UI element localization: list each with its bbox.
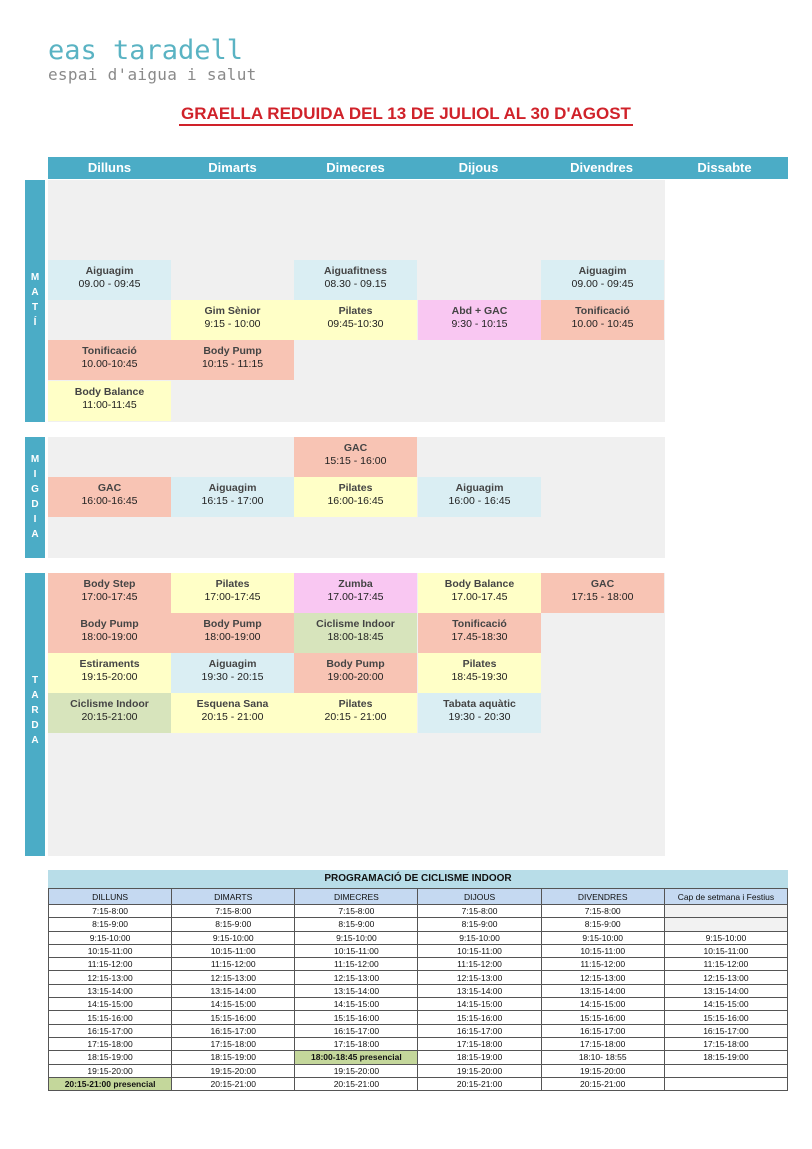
cycling-time-cell <box>664 1064 787 1077</box>
cycling-time-cell: 12:15-13:00 <box>172 971 295 984</box>
logo-name: eas taradell <box>48 35 244 66</box>
table-row <box>49 1037 788 1050</box>
class-name: GAC <box>590 578 615 590</box>
cycling-time-cell: 7:15-8:00 <box>541 905 664 918</box>
class-cell <box>171 573 294 613</box>
class-name: Pilates <box>338 305 373 317</box>
cycling-time-cell: 13:15-14:00 <box>664 984 787 997</box>
class-time: 9:15 - 10:00 <box>204 318 261 330</box>
cycling-time-cell: 20:15-21:00 <box>418 1077 541 1090</box>
cycling-time-cell: 17:15-18:00 <box>418 1037 541 1050</box>
class-cell <box>294 477 417 517</box>
class-cell <box>171 693 294 733</box>
cycling-time-cell: 19:15-20:00 <box>172 1064 295 1077</box>
class-time: 16:00-16:45 <box>327 495 384 507</box>
cycling-col-header: DIJOUS <box>418 889 541 905</box>
class-time: 11:00-11:45 <box>82 399 137 411</box>
class-name: Aiguagim <box>208 658 257 670</box>
cycling-time-cell: 11:15-12:00 <box>295 958 418 971</box>
class-name: Tonificació <box>82 345 137 357</box>
cycling-time-cell: 17:15-18:00 <box>664 1037 787 1050</box>
table-row <box>49 918 788 931</box>
class-cell <box>48 477 171 517</box>
class-cell <box>48 260 171 300</box>
cycling-time-cell: 8:15-9:00 <box>541 918 664 931</box>
class-cell <box>171 613 294 653</box>
class-cell <box>418 653 541 693</box>
table-row <box>49 1024 788 1037</box>
class-name: Body Pump <box>80 618 139 630</box>
table-row <box>49 931 788 944</box>
cycling-time-cell: 9:15-10:00 <box>664 931 787 944</box>
cycling-time-cell: 18:10- 18:55 <box>541 1051 664 1064</box>
cycling-time-cell: 10:15-11:00 <box>172 944 295 957</box>
cycling-time-cell: 18:15-19:00 <box>418 1051 541 1064</box>
cycling-time-cell: 19:15-20:00 <box>49 1064 172 1077</box>
class-cell <box>294 300 417 340</box>
class-time: 17:00-17:45 <box>81 591 138 603</box>
section-label-migdia <box>25 437 45 558</box>
section-letter: D <box>31 720 39 731</box>
section-letter: Í <box>33 317 37 328</box>
cycling-time-cell: 12:15-13:00 <box>295 971 418 984</box>
day-header: Dissabte <box>697 160 752 175</box>
class-time: 18:00-19:00 <box>204 631 261 643</box>
table-row <box>49 1011 788 1024</box>
class-cell <box>48 653 171 693</box>
class-cell <box>171 653 294 693</box>
cycling-time-cell: 13:15-14:00 <box>418 984 541 997</box>
class-time: 18:00-19:00 <box>81 631 138 643</box>
cycling-time-cell: 9:15-10:00 <box>418 931 541 944</box>
cycling-time-cell: 10:15-11:00 <box>541 944 664 957</box>
class-cell <box>294 260 417 300</box>
cycling-time-cell: 20:15-21:00 presencial <box>49 1077 172 1090</box>
cycling-time-cell: 15:15-16:00 <box>664 1011 787 1024</box>
cycling-time-cell: 12:15-13:00 <box>541 971 664 984</box>
cycling-time-cell: 16:15-17:00 <box>418 1024 541 1037</box>
class-name: Aiguagim <box>85 265 134 277</box>
cycling-time-cell: 14:15-15:00 <box>664 998 787 1011</box>
class-cell <box>418 693 541 733</box>
page-title-text: GRAELLA REDUIDA DEL 13 DE JULIOL AL 30 D'AGOST <box>179 104 633 126</box>
class-cell <box>418 613 541 653</box>
cycling-time-cell: 10:15-11:00 <box>49 944 172 957</box>
cycling-time-cell: 14:15-15:00 <box>541 998 664 1011</box>
class-time: 20:15-21:00 <box>81 711 138 723</box>
class-cell <box>48 693 171 733</box>
class-name: Tonificació <box>575 305 630 317</box>
cycling-time-cell: 20:15-21:00 <box>541 1077 664 1090</box>
cycling-time-cell: 17:15-18:00 <box>172 1037 295 1050</box>
section-letter: M <box>30 454 40 465</box>
table-row <box>49 998 788 1011</box>
class-cell <box>418 300 541 340</box>
cycling-time-cell: 14:15-15:00 <box>418 998 541 1011</box>
cycling-time-cell: 11:15-12:00 <box>541 958 664 971</box>
class-time: 10:15 - 11:15 <box>201 358 264 370</box>
cycling-time-cell: 7:15-8:00 <box>295 905 418 918</box>
cycling-time-cell: 13:15-14:00 <box>541 984 664 997</box>
cycling-time-cell: 20:15-21:00 <box>295 1077 418 1090</box>
section-letter: T <box>31 675 39 686</box>
cycling-time-cell: 17:15-18:00 <box>541 1037 664 1050</box>
section-letter: R <box>31 705 39 716</box>
section-letter: I <box>33 514 37 525</box>
cycling-col-header: DILLUNS <box>49 889 172 905</box>
cycling-time-cell: 7:15-8:00 <box>49 905 172 918</box>
section-letter: A <box>31 287 39 298</box>
section-letter: A <box>31 529 39 540</box>
class-time: 9:30 - 10:15 <box>451 318 508 330</box>
cycling-time-cell: 18:15-19:00 <box>172 1051 295 1064</box>
class-time: 15:15 - 16:00 <box>324 455 387 467</box>
class-name: Aiguafitness <box>323 265 387 277</box>
cycling-time-cell <box>664 1077 787 1090</box>
class-time: 09.00 - 09:45 <box>571 278 634 290</box>
cycling-time-cell: 17:15-18:00 <box>295 1037 418 1050</box>
class-time: 09.00 - 09:45 <box>78 278 141 290</box>
page-title <box>0 104 812 124</box>
cycling-time-cell: 13:15-14:00 <box>295 984 418 997</box>
logo <box>48 36 257 84</box>
cycling-time-cell: 11:15-12:00 <box>418 958 541 971</box>
class-cell <box>171 477 294 517</box>
class-cell <box>541 573 664 613</box>
cycling-time-cell: 7:15-8:00 <box>172 905 295 918</box>
class-time: 20:15 - 21:00 <box>201 711 264 723</box>
section-letter: A <box>31 735 39 746</box>
cycling-time-cell: 8:15-9:00 <box>49 918 172 931</box>
class-cell <box>48 381 171 421</box>
cycling-time-cell <box>664 905 787 918</box>
cycling-time-cell: 15:15-16:00 <box>49 1011 172 1024</box>
class-time: 10.00-10:45 <box>81 358 138 370</box>
cycling-time-cell: 18:15-19:00 <box>664 1051 787 1064</box>
day-header-row <box>48 157 788 179</box>
cycling-time-cell: 14:15-15:00 <box>172 998 295 1011</box>
class-name: Pilates <box>338 698 373 710</box>
class-time: 09:45-10:30 <box>327 318 384 330</box>
table-row <box>49 958 788 971</box>
class-time: 17.00-17.45 <box>451 591 508 603</box>
day-header: Dimarts <box>208 160 257 175</box>
class-name: Body Step <box>83 578 136 590</box>
cycling-time-cell: 11:15-12:00 <box>49 958 172 971</box>
cycling-time-cell: 19:15-20:00 <box>418 1064 541 1077</box>
class-name: Aiguagim <box>208 482 257 494</box>
table-row <box>49 1077 788 1090</box>
class-name: Pilates <box>338 482 373 494</box>
class-time: 17.45-18:30 <box>451 631 508 643</box>
cycling-time-cell: 10:15-11:00 <box>418 944 541 957</box>
cycling-table <box>48 888 788 1091</box>
cycling-time-cell: 19:15-20:00 <box>295 1064 418 1077</box>
class-time: 19:30 - 20:30 <box>448 711 511 723</box>
cycling-time-cell: 12:15-13:00 <box>664 971 787 984</box>
cycling-time-cell: 20:15-21:00 <box>172 1077 295 1090</box>
cycling-time-cell: 15:15-16:00 <box>172 1011 295 1024</box>
class-time: 17.00-17:45 <box>327 591 384 603</box>
cycling-time-cell: 9:15-10:00 <box>172 931 295 944</box>
section-letter: G <box>31 484 39 495</box>
cycling-time-cell: 11:15-12:00 <box>172 958 295 971</box>
cycling-time-cell: 9:15-10:00 <box>49 931 172 944</box>
cycling-time-cell: 12:15-13:00 <box>49 971 172 984</box>
section-letter: A <box>31 690 39 701</box>
class-name: Pilates <box>462 658 497 670</box>
cycling-time-cell: 18:00-18:45 presencial <box>295 1051 418 1064</box>
class-cell <box>48 573 171 613</box>
class-name: Tabata aquàtic <box>443 698 516 710</box>
class-time: 17:15 - 18:00 <box>571 591 634 603</box>
cycling-col-header: DIMARTS <box>172 889 295 905</box>
day-header: Dijous <box>458 160 499 175</box>
class-name: Esquena Sana <box>196 698 269 710</box>
class-name: Body Balance <box>74 386 145 398</box>
class-name: Ciclisme Indoor <box>70 698 149 710</box>
cycling-time-cell: 13:15-14:00 <box>172 984 295 997</box>
class-cell <box>541 300 664 340</box>
cycling-time-cell: 7:15-8:00 <box>418 905 541 918</box>
cycling-time-cell: 15:15-16:00 <box>418 1011 541 1024</box>
class-cell <box>294 693 417 733</box>
section-label-mati <box>25 180 45 422</box>
class-time: 16:00 - 16:45 <box>448 495 511 507</box>
section-letter: I <box>33 469 37 480</box>
cycling-table-body <box>49 905 788 1091</box>
class-time: 18:00-18:45 <box>327 631 384 643</box>
class-cell <box>541 260 664 300</box>
logo-tagline: espai d'aigua i salut <box>48 65 257 84</box>
class-name: Tonificació <box>452 618 507 630</box>
cycling-time-cell: 13:15-14:00 <box>49 984 172 997</box>
class-time: 19:30 - 20:15 <box>201 671 264 683</box>
class-name: Gim Sènior <box>204 305 261 317</box>
class-time: 10.00 - 10:45 <box>571 318 634 330</box>
cycling-time-cell: 10:15-11:00 <box>664 944 787 957</box>
table-row <box>49 1064 788 1077</box>
cycling-time-cell: 11:15-12:00 <box>664 958 787 971</box>
class-name: Aiguagim <box>578 265 627 277</box>
cycling-time-cell: 9:15-10:00 <box>541 931 664 944</box>
class-time: 20:15 - 21:00 <box>324 711 387 723</box>
class-cell <box>418 477 541 517</box>
class-cell <box>48 340 171 380</box>
cycling-time-cell: 10:15-11:00 <box>295 944 418 957</box>
cycling-time-cell: 8:15-9:00 <box>418 918 541 931</box>
class-cell <box>294 653 417 693</box>
section-letter: D <box>31 499 39 510</box>
class-cell <box>171 300 294 340</box>
class-time: 17:00-17:45 <box>204 591 261 603</box>
class-name: GAC <box>97 482 122 494</box>
cycling-time-cell: 15:15-16:00 <box>541 1011 664 1024</box>
cycling-time-cell: 19:15-20:00 <box>541 1064 664 1077</box>
cycling-time-cell <box>664 918 787 931</box>
class-name: Pilates <box>215 578 250 590</box>
class-name: GAC <box>343 442 368 454</box>
cycling-time-cell: 16:15-17:00 <box>295 1024 418 1037</box>
cycling-col-header: Cap de setmana i Festius <box>664 889 787 905</box>
cycling-header-row <box>49 889 788 905</box>
class-cell <box>294 573 417 613</box>
class-time: 16:15 - 17:00 <box>201 495 264 507</box>
cycling-time-cell: 14:15-15:00 <box>49 998 172 1011</box>
cycling-time-cell: 14:15-15:00 <box>295 998 418 1011</box>
class-time: 08.30 - 09.15 <box>324 278 387 290</box>
class-time: 16:00-16:45 <box>81 495 138 507</box>
cycling-heading: PROGRAMACIÓ DE CICLISME INDOOR <box>48 870 788 888</box>
class-name: Body Balance <box>444 578 515 590</box>
class-time: 19:00-20:00 <box>327 671 384 683</box>
cycling-time-cell: 15:15-16:00 <box>295 1011 418 1024</box>
class-name: Zumba <box>338 578 373 590</box>
cycling-time-cell: 12:15-13:00 <box>418 971 541 984</box>
class-cell <box>171 340 294 380</box>
day-header: Dilluns <box>87 160 132 175</box>
cycling-time-cell: 18:15-19:00 <box>49 1051 172 1064</box>
cycling-time-cell: 8:15-9:00 <box>295 918 418 931</box>
cycling-time-cell: 9:15-10:00 <box>295 931 418 944</box>
day-header: Dimecres <box>326 160 385 175</box>
table-row <box>49 944 788 957</box>
cycling-col-header: DIMECRES <box>295 889 418 905</box>
class-name: Aiguagim <box>455 482 504 494</box>
section-letter: T <box>31 302 39 313</box>
cycling-time-cell: 16:15-17:00 <box>49 1024 172 1037</box>
day-header: Divendres <box>570 160 633 175</box>
class-cell <box>48 613 171 653</box>
table-row <box>49 971 788 984</box>
table-row <box>49 1051 788 1064</box>
table-row <box>49 905 788 918</box>
class-time: 18:45-19:30 <box>451 671 508 683</box>
class-cell <box>418 573 541 613</box>
cycling-time-cell: 17:15-18:00 <box>49 1037 172 1050</box>
class-name: Body Pump <box>326 658 385 670</box>
class-name: Abd + GAC <box>451 305 508 317</box>
cycling-time-cell: 16:15-17:00 <box>664 1024 787 1037</box>
section-label-tarda <box>25 573 45 856</box>
class-name: Ciclisme Indoor <box>316 618 395 630</box>
class-cell <box>294 613 417 653</box>
section-letter: M <box>30 272 40 283</box>
class-name: Body Pump <box>203 345 262 357</box>
cycling-time-cell: 16:15-17:00 <box>172 1024 295 1037</box>
class-name: Estiraments <box>79 658 140 670</box>
class-time: 19:15-20:00 <box>81 671 138 683</box>
class-name: Body Pump <box>203 618 262 630</box>
class-cell <box>294 437 417 477</box>
cycling-time-cell: 8:15-9:00 <box>172 918 295 931</box>
cycling-time-cell: 16:15-17:00 <box>541 1024 664 1037</box>
cycling-col-header: DIVENDRES <box>541 889 664 905</box>
table-row <box>49 984 788 997</box>
